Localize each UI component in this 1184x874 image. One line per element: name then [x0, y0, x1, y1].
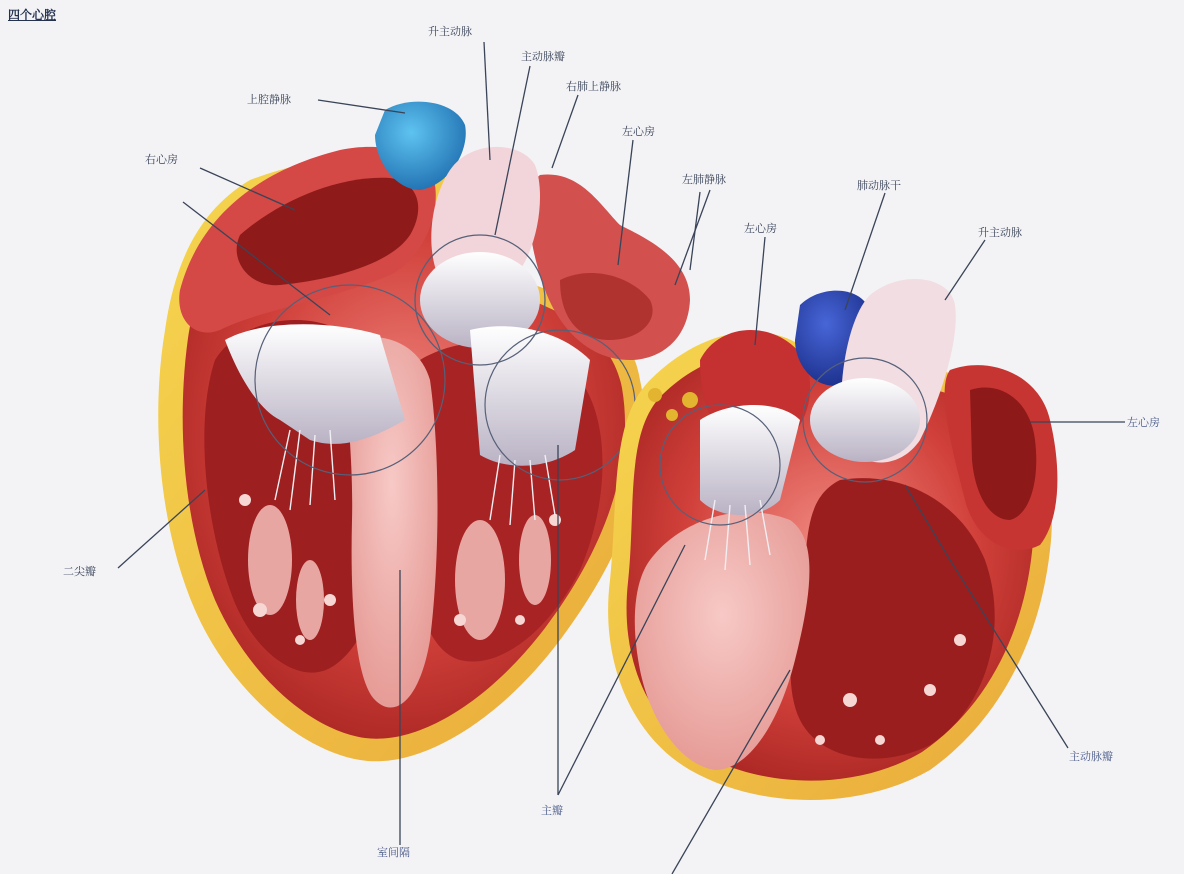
leader-lpv-b [690, 192, 700, 270]
leader-ascending-aorta-right [945, 240, 985, 300]
label-right-pulmonary-vein: 右肺上静脉 [566, 80, 621, 93]
leader-svc [318, 100, 405, 113]
label-mitral-valve: 二尖瓣 [63, 565, 96, 578]
left-heart-section [158, 102, 690, 762]
label-left-atrium-top: 左心房 [622, 125, 655, 138]
label-ascending-aorta-top: 升主动脉 [428, 25, 472, 38]
label-pulmonary-trunk: 肺动脉干 [857, 179, 901, 192]
label-bottom-center: 主瓣 [541, 804, 563, 817]
label-aortic-valve-top: 主动脉瓣 [521, 50, 565, 63]
leader-rpv [552, 95, 578, 168]
label-left-atrium-right: 左心房 [744, 222, 777, 235]
label-right-atrium: 右心房 [145, 153, 178, 166]
leader-lpv-a [675, 190, 710, 285]
leader-ascending-aorta-top [484, 42, 490, 160]
label-left-pulmonary-vein: 左肺静脉 [682, 173, 726, 186]
aortic-valve-right [810, 378, 920, 462]
page-title: 四个心腔 [8, 8, 57, 22]
label-ascending-aorta-right: 升主动脉 [978, 226, 1022, 239]
mitral-leaflets [470, 326, 590, 465]
label-superior-vena-cava: 上腔静脉 [247, 93, 291, 106]
label-tricuspid: 主动脉瓣 [1069, 750, 1113, 763]
label-left-ventricle-right: 左心房 [1127, 416, 1160, 429]
label-interventricular-septum: 室间隔 [377, 846, 410, 859]
right-heart-section [608, 279, 1057, 800]
leader-la-right [755, 237, 765, 345]
